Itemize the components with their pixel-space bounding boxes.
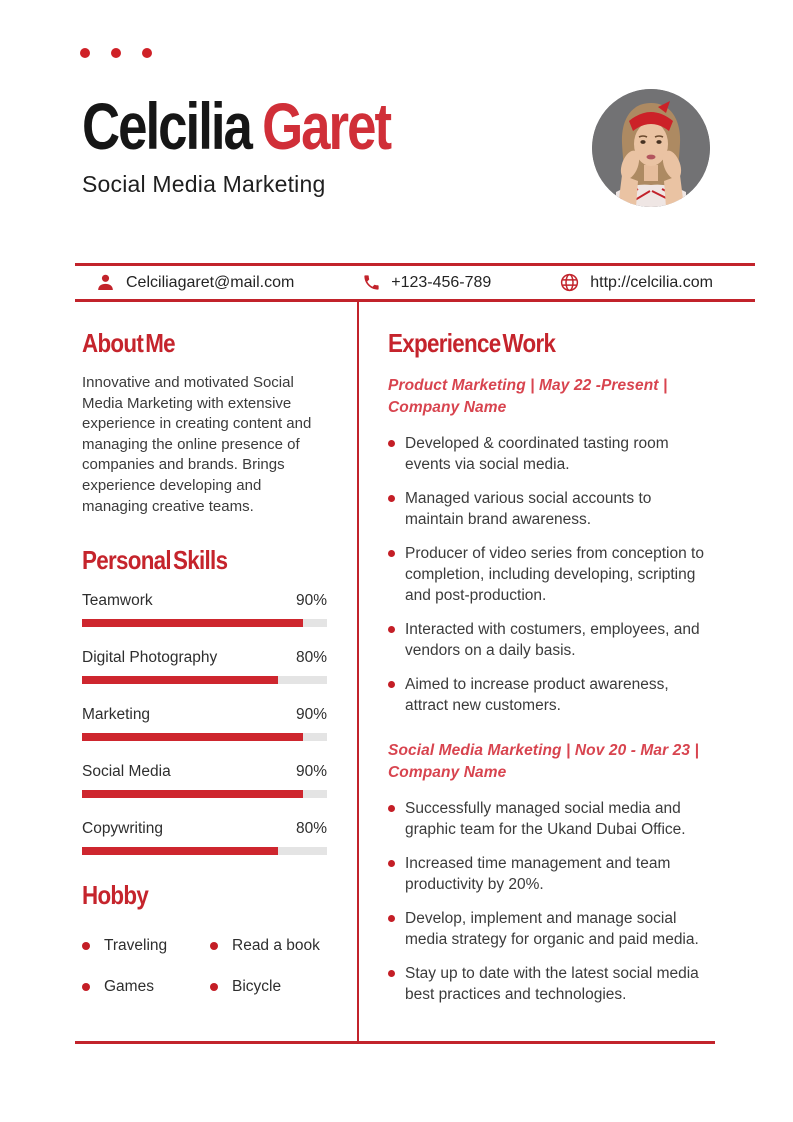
hobby-heading: Hobby — [82, 880, 149, 911]
hobby-item — [82, 936, 210, 955]
bullet-text: Developed & coordinated tasting room events via social media. — [405, 435, 669, 473]
about-heading: About Me — [82, 328, 175, 358]
job-bullet — [388, 853, 712, 895]
red-dot-icon — [142, 48, 152, 58]
skill-value: 80% — [295, 820, 327, 838]
right-column — [388, 302, 712, 1005]
bullet-text: Aimed to increase product awareness, attract new customers. — [405, 676, 669, 714]
main-content — [75, 302, 715, 1044]
skill-value: 90% — [295, 706, 327, 724]
skill-value: 90% — [295, 763, 327, 781]
contact-website[interactable] — [559, 272, 713, 293]
globe-icon — [559, 272, 580, 293]
skill-bar-track — [82, 733, 327, 741]
bullet-dot-icon — [82, 942, 90, 950]
bullet-dot-icon — [388, 915, 395, 922]
skill-bar-fill — [82, 847, 278, 855]
hobby-item — [210, 977, 327, 996]
contact-phone[interactable] — [362, 273, 491, 292]
bullet-dot-icon — [82, 983, 90, 991]
skill-bar-track — [82, 790, 327, 798]
job-bullet — [388, 619, 712, 661]
job-subtitle: Social Media Marketing — [82, 171, 326, 198]
skill-label: Digital Photography — [82, 649, 218, 667]
skill-bar-fill — [82, 733, 303, 741]
job-bullet — [388, 674, 712, 716]
hobby-label: Bicycle — [232, 978, 282, 996]
contact-bar — [75, 263, 755, 302]
bullet-dot-icon — [388, 550, 395, 557]
person-icon — [95, 272, 116, 293]
skill-row — [82, 819, 327, 855]
job-title: Product Marketing | May 22 -Present | Company Name — [388, 377, 668, 416]
skill-bar-fill — [82, 676, 278, 684]
bullet-dot-icon — [210, 942, 218, 950]
job-bullet — [388, 908, 712, 950]
avatar — [592, 89, 710, 207]
red-dot-icon — [80, 48, 90, 58]
job-bullet-list — [388, 433, 712, 716]
bullet-dot-icon — [388, 805, 395, 812]
skill-value: 80% — [295, 649, 327, 667]
skill-row — [82, 705, 327, 741]
skill-row — [82, 591, 327, 627]
skill-bar-track — [82, 676, 327, 684]
page-title — [82, 89, 391, 163]
skill-row — [82, 648, 327, 684]
phone-text: +123-456-789 — [391, 273, 492, 291]
skill-label: Teamwork — [82, 592, 153, 610]
skill-bar-fill — [82, 619, 303, 627]
bullet-text: Interacted with costumers, employees, and vendors on a daily basis. — [405, 621, 700, 659]
column-divider — [357, 302, 359, 1041]
contact-email[interactable] — [95, 272, 294, 293]
hobby-label: Games — [104, 978, 154, 996]
skill-value: 90% — [295, 592, 327, 610]
skill-bar-fill — [82, 790, 303, 798]
bullet-dot-icon — [388, 970, 395, 977]
bullet-dot-icon — [388, 860, 395, 867]
email-text: Celciliagaret@mail.com — [126, 273, 295, 291]
last-name: Garet — [262, 89, 391, 163]
bullet-dot-icon — [388, 495, 395, 502]
skill-bar-track — [82, 847, 327, 855]
hobby-label: Read a book — [232, 937, 320, 955]
skill-bar-track — [82, 619, 327, 627]
job-bullet — [388, 798, 712, 840]
job-bullet-list — [388, 798, 712, 1005]
hobby-list — [82, 936, 327, 996]
skill-row — [82, 762, 327, 798]
decorative-dots — [80, 48, 152, 58]
hobby-label: Traveling — [104, 937, 168, 955]
job-bullet — [388, 543, 712, 606]
red-dot-icon — [111, 48, 121, 58]
first-name: Celcilia — [82, 89, 251, 163]
job-title: Social Media Marketing | Nov 20 - Mar 23 | Company Name — [388, 742, 699, 781]
website-text: http://celcilia.com — [590, 273, 713, 291]
skill-label: Social Media — [82, 763, 171, 781]
bullet-text: Develop, implement and manage social media strategy for organic and paid media. — [405, 910, 699, 948]
skills-heading: Personal Skills — [82, 545, 228, 576]
job-bullet — [388, 488, 712, 530]
bullet-text: Increased time management and team productivity by 20%. — [405, 855, 671, 893]
bullet-dot-icon — [388, 440, 395, 447]
skill-label: Marketing — [82, 706, 151, 724]
phone-icon — [362, 273, 381, 292]
about-text: Innovative and motivated Social Media Marketing with extensive experience in creating content and managing the online presence of companies and brands. Brings experience developing and managing creative teams. — [82, 374, 312, 515]
job-bullet — [388, 433, 712, 475]
skill-label: Copywriting — [82, 820, 163, 838]
job-bullet — [388, 963, 712, 1005]
profile-photo — [592, 89, 710, 207]
hobby-item — [210, 936, 327, 955]
bullet-dot-icon — [388, 681, 395, 688]
hobby-item — [82, 977, 210, 996]
header — [82, 89, 467, 198]
bullet-text: Producer of video series from conception to completion, including developing, scripting and post-production. — [405, 545, 704, 604]
left-column — [82, 302, 327, 996]
bullet-text: Managed various social accounts to maintain brand awareness. — [405, 490, 652, 528]
bullet-text: Successfully managed social media and graphic team for the Ukand Dubai Office. — [405, 800, 686, 838]
bullet-text: Stay up to date with the latest social media best practices and technologies. — [405, 965, 699, 1003]
bullet-dot-icon — [388, 626, 395, 633]
bullet-dot-icon — [210, 983, 218, 991]
experience-heading: Experience Work — [388, 328, 556, 358]
